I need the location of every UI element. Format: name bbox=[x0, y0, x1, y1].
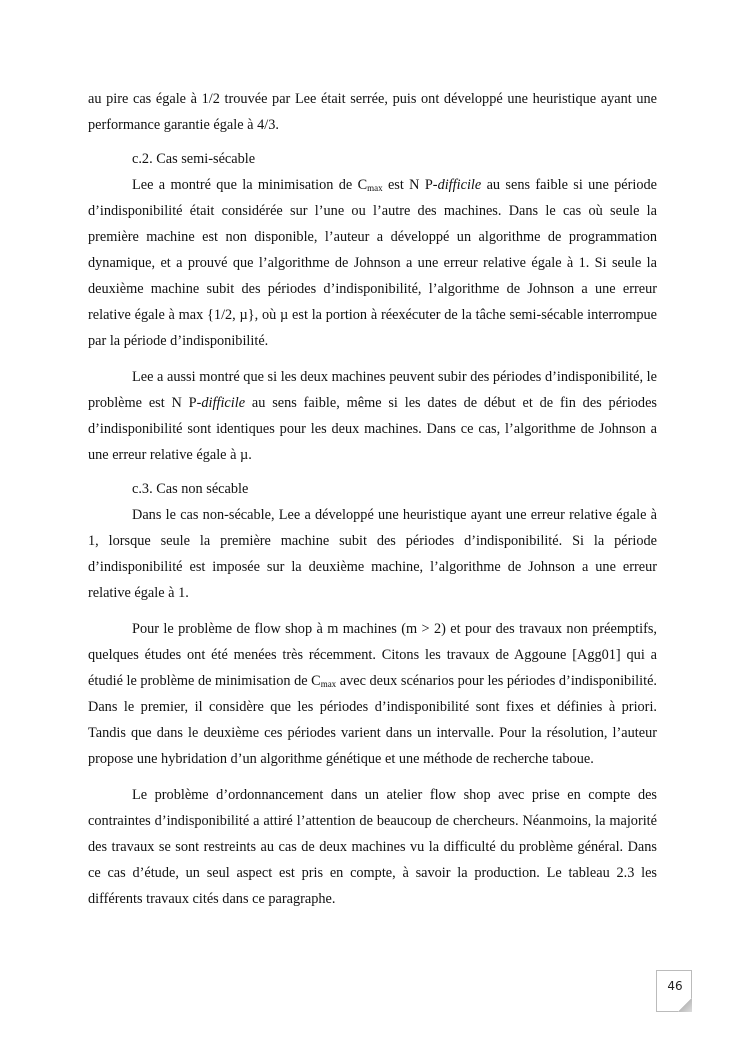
text-run: c.2. Cas semi-sécable bbox=[132, 151, 256, 167]
page-curl-icon bbox=[678, 998, 692, 1012]
text-run: Dans le cas non-sécable, Lee a développé une heuristique ayant une erreur relative égale à 1, lorsque seule la première machine subit des périodes d’indisponibilité. Si la période d’indisponibilité est imposée sur la deuxième machine, l’algorithme de Johnson a une erreur relative égale à 1. bbox=[88, 507, 657, 601]
text-run: au sens faible si une période d’indisponibilité était considérée sur l’une ou l’autre des machines. Dans le cas où seule la première machine est non disponible, l’auteur a développé un algorithme de programmation dynamique, et a prouvé que l’algorithme de Johnson a une erreur relative égale à 1. Si seule la deuxième machine subit des périodes d’indisponibilité, l’algorithme de Johnson a une erreur relative égale à max {1/2, µ}, où µ est la portion à réexécuter de la tâche semi-sécable interrompue par la période d’indisponibilité. bbox=[88, 177, 658, 349]
subscript-text: max bbox=[367, 183, 383, 193]
italic-text: difficile bbox=[201, 395, 246, 411]
paragraph bbox=[88, 502, 657, 606]
text-run: c.3. Cas non sécable bbox=[132, 481, 249, 497]
text-run: au sens faible, même si les dates de début et de fin des périodes d’indisponibilité sont identiques pour les deux machines. Dans ce cas, l’algorithme de Johnson a une erreur relative égale à µ. bbox=[88, 395, 657, 463]
paragraph bbox=[88, 782, 657, 912]
text-run: au pire cas égale à 1/2 trouvée par Lee était serrée, puis ont développé une heuristique ayant une performance garantie égale à 4/3. bbox=[88, 91, 657, 133]
section-heading bbox=[88, 146, 657, 172]
text-run: avec deux scénarios pour les périodes d’indisponibilité. Dans le premier, il considère que les périodes d’indisponibilité sont fixes et définies à priori. Tandis que dans le deuxième ces périodes varient dans un intervalle. Pour la résolution, l’auteur propose une hybridation d’un algorithme génétique et une méthode de recherche taboue. bbox=[88, 673, 657, 767]
page-number-box bbox=[656, 970, 692, 1012]
text-run: Le problème d’ordonnancement dans un atelier flow shop avec prise en compte des contraintes d’indisponibilité a attiré l’attention de beaucoup de chercheurs. Néanmoins, la majorité des travaux se sont restreints au cas de deux machines vu la difficulté du problème général. Dans ce cas d’étude, un seul aspect est pris en compte, à savoir la production. Le tableau 2.3 les différents travaux cités dans ce paragraphe. bbox=[88, 787, 657, 907]
paragraph bbox=[88, 86, 657, 138]
text-run: Lee a aussi montré que si les deux machines peuvent subir des périodes d’indisponibilité, le problème est N P- bbox=[88, 369, 657, 411]
page-body bbox=[88, 86, 657, 912]
paragraph bbox=[88, 616, 657, 772]
section-heading bbox=[88, 476, 657, 502]
page-number: 46 bbox=[667, 979, 683, 993]
text-run: Lee a montré que la minimisation de C bbox=[132, 177, 368, 193]
paragraph bbox=[88, 172, 657, 354]
text-run: est N P- bbox=[382, 177, 438, 193]
paragraph bbox=[88, 364, 657, 468]
text-run: Pour le problème de flow shop à m machines (m > 2) et pour des travaux non préemptifs, quelques études ont été menées très récemment. Citons les travaux de Aggoune [Agg01] qui a étudié le problème de minimisation de C bbox=[88, 621, 657, 689]
italic-text: difficile bbox=[437, 177, 482, 193]
subscript-text: max bbox=[320, 679, 337, 689]
